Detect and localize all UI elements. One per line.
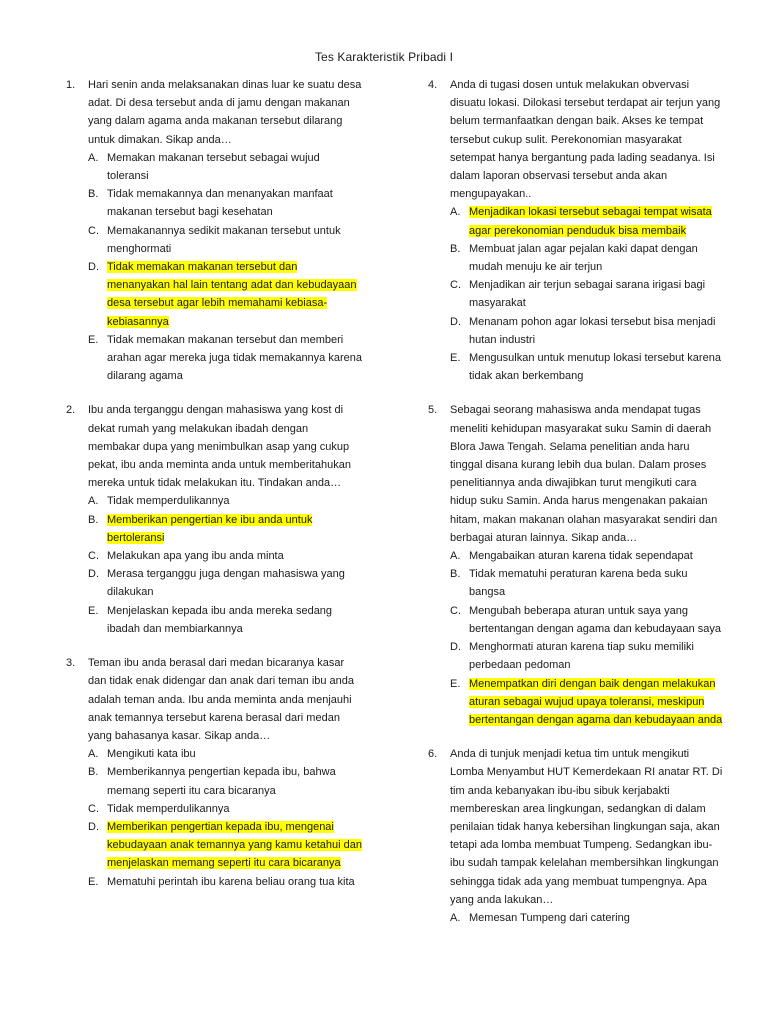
question-stem — [428, 401, 724, 547]
answer-option-c — [88, 800, 362, 818]
option-text-wrap — [107, 185, 362, 221]
answer-option-c — [450, 602, 724, 638]
option-text-wrap — [107, 565, 362, 601]
option-text-wrap — [107, 331, 362, 386]
answer-option-d — [88, 818, 362, 873]
question-5 — [428, 401, 724, 729]
option-letter: E. — [450, 677, 461, 690]
question-3 — [66, 654, 362, 891]
option-text-wrap — [107, 492, 362, 510]
answer-option-e — [88, 331, 362, 386]
option-letter: C. — [450, 279, 461, 292]
question-text: Anda di tugasi dosen untuk melakukan obvervasi disuatu lokasi. Dilokasi tersebut terdapat air terjun yang belum termanfaatkan dengan baik. Akses ke tempat tersebut cukup sulit. Perekonomian masyarakat setempat hanya bergantung pada lading seadanya. Isi dalam laporan observasi tersebut anda akan mengupayakan.. — [450, 79, 721, 201]
option-letter: B. — [88, 766, 99, 779]
question-text: Teman ibu anda berasal dari medan bicaranya kasar dan tidak enak didengar dan anak dari teman ibu anda adalah teman anda. Ibu anda meminta anda menjauhi anak temannya tersebut karena berasal dari medan yang bahasanya kasar. Sikap anda… — [88, 657, 355, 742]
option-letter: A. — [88, 495, 99, 508]
option-text: Merasa terganggu juga dengan mahasiswa yang dilakukan — [107, 568, 345, 599]
option-text-wrap — [469, 203, 724, 239]
option-text-wrap — [469, 349, 724, 385]
option-letter: C. — [450, 604, 461, 617]
option-text-wrap — [469, 240, 724, 276]
option-letter: A. — [450, 550, 461, 563]
question-number: 3. — [66, 657, 76, 670]
answer-option-e — [88, 602, 362, 638]
answer-options — [450, 909, 724, 927]
answer-option-b — [88, 185, 362, 221]
option-text: Tidak memperdulikannya — [107, 802, 230, 815]
answer-options — [88, 149, 362, 386]
option-letter: B. — [450, 568, 461, 581]
answer-option-b — [88, 511, 362, 547]
question-stem — [66, 654, 362, 745]
option-text-wrap — [107, 818, 362, 873]
option-letter: D. — [450, 315, 461, 328]
option-text: Menanam pohon agar lokasi tersebut bisa menjadi hutan industri — [469, 315, 716, 346]
answer-option-a — [88, 745, 362, 763]
question-number: 6. — [428, 748, 438, 761]
answer-option-d — [88, 565, 362, 601]
option-text: Memberikannya pengertian kepada ibu, bahwa memang seperti itu cara bicaranya — [107, 766, 336, 797]
answer-option-a — [450, 203, 724, 239]
answer-option-c — [88, 222, 362, 258]
option-text-wrap — [107, 547, 362, 565]
left-column — [66, 76, 362, 907]
answer-option-a — [88, 492, 362, 510]
option-text: Mengikuti kata ibu — [107, 748, 196, 761]
option-text-wrap — [107, 745, 362, 763]
option-text: Mengusulkan untuk menutup lokasi tersebut karena tidak akan berkembang — [469, 352, 721, 383]
question-number: 4. — [428, 79, 438, 91]
option-letter: C. — [88, 550, 99, 563]
answer-option-a — [450, 909, 724, 927]
option-letter: A. — [88, 748, 99, 761]
answer-option-c — [88, 547, 362, 565]
option-text: Tidak mematuhi peraturan karena beda suku bangsa — [469, 568, 688, 599]
answer-option-d — [88, 258, 362, 331]
option-letter: A. — [450, 206, 461, 219]
option-text-wrap — [107, 511, 362, 547]
question-text: Ibu anda terganggu dengan mahasiswa yang kost di dekat rumah yang melakukan ibadah dengan membakar dupa yang menimbulkan asap yang cukup pekat, ibu anda meminta anda untuk memberitahukan mereka untuk tidak melakukan itu. Tindakan anda… — [88, 404, 351, 490]
question-number: 2. — [66, 404, 76, 417]
option-letter: B. — [450, 242, 461, 255]
option-text: Tidak memakannya dan menanyakan manfaat makanan tersebut bagi kesehatan — [107, 188, 333, 219]
answer-option-b — [450, 565, 724, 601]
option-text-wrap — [469, 638, 724, 674]
option-text: Memakan makanan tersebut sebagai wujud toleransi — [107, 151, 320, 183]
option-letter: E. — [88, 333, 99, 346]
answer-option-e — [88, 873, 362, 891]
option-text: Melakukan apa yang ibu anda minta — [107, 550, 284, 563]
question-number: 1. — [66, 79, 76, 91]
option-text-wrap — [107, 602, 362, 638]
option-text: Menjelaskan kepada ibu anda mereka sedang ibadah dan membiarkannya — [107, 604, 333, 635]
option-letter: C. — [88, 802, 99, 815]
option-text-wrap — [469, 313, 724, 349]
option-text-wrap — [469, 547, 724, 565]
highlighted-answer: Menjadikan lokasi tersebut sebagai tempat wisata agar perekonomian penduduk bisa membaik — [469, 206, 712, 237]
question-stem — [66, 76, 362, 149]
option-letter: E. — [88, 875, 99, 888]
option-text-wrap — [469, 565, 724, 601]
option-text: Tidak memperdulikannya — [107, 495, 230, 508]
question-text: Sebagai seorang mahasiswa anda mendapat tugas meneliti kehidupan masyarakat suku Samin di daerah Blora Jawa Tengah. Selama penelitian anda haru tinggal disana kurang lebih dua bulan. Dalam proses penelitiannya anda diwajibkan turut mengikuti cara hidup suku Samin. Anda harus mengenakan pakaian hitam, makan makanan olahan masyarakat sendiri dan berbagai aturan lainnya. Sikap anda… — [450, 404, 718, 544]
right-column — [428, 76, 724, 943]
option-text: Memakanannya sedikit makanan tersebut untuk menghormati — [107, 224, 341, 255]
option-text: Tidak memakan makanan tersebut dan memberi arahan agar mereka juga tidak memakannya karena dilarang agama — [107, 333, 362, 383]
option-letter: B. — [88, 513, 99, 526]
option-letter: A. — [450, 911, 461, 924]
option-text-wrap — [107, 258, 362, 331]
option-letter: D. — [88, 568, 99, 581]
page-title: Tes Karakteristik Pribadi I — [314, 50, 454, 64]
option-text-wrap — [469, 602, 724, 638]
option-letter: C. — [88, 224, 99, 237]
question-1 — [66, 76, 362, 385]
option-text-wrap — [469, 276, 724, 312]
option-text: Membuat jalan agar pejalan kaki dapat dengan mudah menuju ke air terjun — [469, 242, 698, 274]
option-text-wrap — [107, 873, 362, 891]
option-text-wrap — [107, 763, 362, 799]
answer-option-a — [88, 149, 362, 185]
question-stem — [66, 401, 362, 492]
answer-options — [88, 492, 362, 638]
answer-options — [450, 547, 724, 729]
question-stem — [428, 745, 724, 909]
question-4 — [428, 76, 724, 385]
option-letter: B. — [88, 188, 99, 201]
answer-options — [450, 203, 724, 385]
answer-option-e — [450, 349, 724, 385]
question-stem — [428, 76, 724, 203]
option-text-wrap — [107, 800, 362, 818]
option-letter: E. — [88, 604, 99, 617]
answer-option-b — [450, 240, 724, 276]
option-letter: D. — [88, 820, 99, 833]
option-text: Menghormati aturan karena tiap suku memiliki perbedaan pedoman — [469, 641, 694, 672]
highlighted-answer: Memberikan pengertian ke ibu anda untuk bertoleransi — [107, 513, 313, 544]
option-text-wrap — [107, 222, 362, 258]
option-text: Memesan Tumpeng dari catering — [469, 911, 630, 924]
question-6 — [428, 745, 724, 927]
answer-options — [88, 745, 362, 891]
option-letter: D. — [450, 641, 461, 654]
option-text: Menjadikan air terjun sebagai sarana irigasi bagi masyarakat — [469, 279, 706, 310]
question-2 — [66, 401, 362, 638]
answer-option-d — [450, 313, 724, 349]
option-text-wrap — [469, 909, 724, 927]
option-text: Mematuhi perintah ibu karena beliau orang tua kita — [107, 875, 355, 888]
answer-option-e — [450, 675, 724, 730]
question-text: Anda di tunjuk menjadi ketua tim untuk mengikuti Lomba Menyambut HUT Kemerdekaan RI anatar RT. Di tim anda kebanyakan ibu-ibu sibuk kerjabakti membereskan area lingkungan, sedangkan di dalam penilaian tidak hanya kebersihan lingkungan saja, akan tetapi ada lomba membuat Tumpeng. Sedangkan ibu-ibu sudah tampak kelelahan membersihkan lingkungan sehingga tidak ada yang membuat tumpengnya. Apa yang anda lakukan… — [450, 748, 723, 906]
answer-option-c — [450, 276, 724, 312]
answer-option-b — [88, 763, 362, 799]
answer-option-d — [450, 638, 724, 674]
option-letter: A. — [88, 151, 99, 164]
question-text: Hari senin anda melaksanakan dinas luar ke suatu desa adat. Di desa tersebut anda di jamu dengan makanan yang dalam agama anda makanan tersebut dilarang untuk dimakan. Sikap anda… — [88, 79, 362, 146]
option-text-wrap — [107, 149, 362, 185]
answer-option-a — [450, 547, 724, 565]
option-text: Mengabaikan aturan karena tidak sependapat — [469, 550, 693, 563]
option-letter: E. — [450, 352, 461, 365]
question-number: 5. — [428, 404, 438, 417]
highlighted-answer: Tidak memakan makanan tersebut dan menanyakan hal lain tentang adat dan kebudayaan desa tersebut agar lebih memahami kebiasa-kebiasannya — [107, 261, 357, 328]
highlighted-answer: Menempatkan diri dengan baik dengan melakukan aturan sebagai wujud upaya toleransi, meskipun bertentangan dengan agama dan kebudayaan anda — [469, 677, 723, 726]
option-text-wrap — [469, 675, 724, 730]
highlighted-answer: Memberikan pengertian kepada ibu, mengenai kebudayaan anak temannya yang kamu ketahui dan menjelaskan memang seperti itu cara bicaranya — [107, 820, 363, 870]
option-text: Mengubah beberapa aturan untuk saya yang bertentangan dengan agama dan kebudayaan saya — [469, 604, 721, 635]
option-letter: D. — [88, 261, 99, 274]
